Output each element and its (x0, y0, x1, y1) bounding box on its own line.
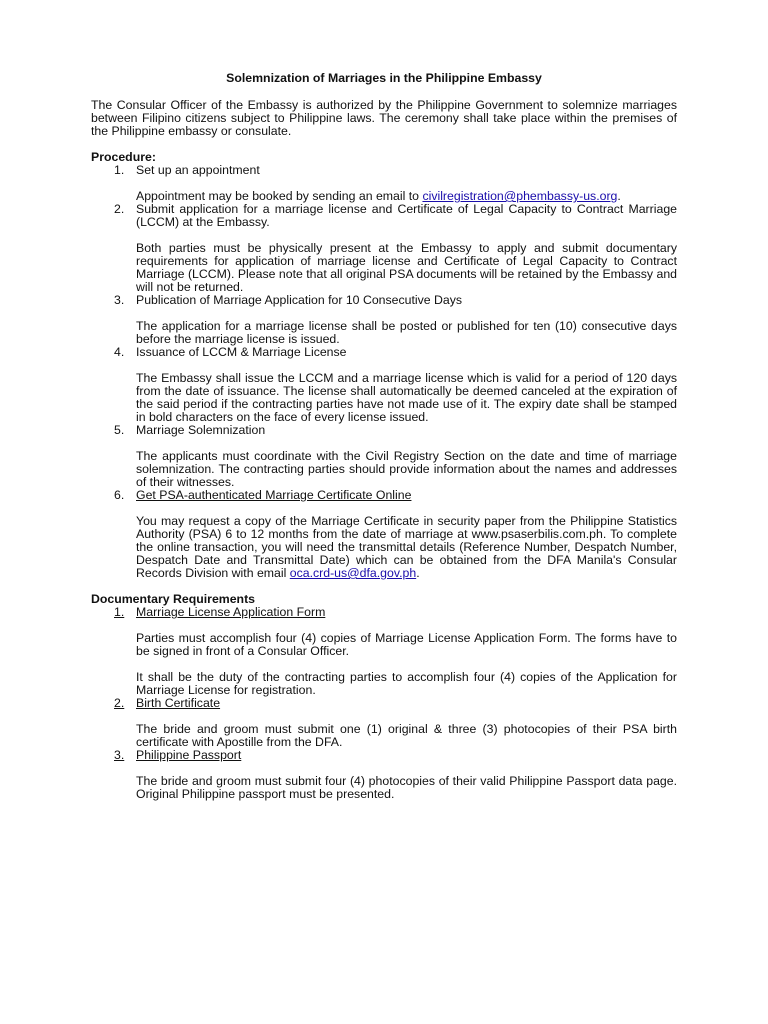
procedure-item-4 (91, 346, 677, 359)
item-title: Birth Certificate (136, 696, 221, 710)
requirement-item-2 (91, 697, 677, 710)
item-title: Marriage Solemnization (136, 423, 266, 437)
item-number: 2. (114, 696, 125, 710)
document-title: Solemnization of Marriages in the Philippine Embassy (226, 71, 542, 85)
requirement-2-body: The bride and groom must submit one (1) original & three (3) photocopies of their PSA birth certificate with Apostille from the DFA. (136, 722, 677, 749)
procedure-heading: Procedure: (91, 150, 156, 164)
email-link[interactable]: civilregistration@phembassy-us.org (422, 189, 618, 203)
item-number: 5. (114, 423, 125, 437)
item-title: Issuance of LCCM & Marriage License (136, 345, 347, 359)
item-title: Set up an appointment (136, 163, 260, 177)
item-number: 1. (114, 605, 125, 619)
item-title: Marriage License Application Form (136, 605, 326, 619)
requirement-item-3 (91, 749, 677, 762)
procedure-5-body: The applicants must coordinate with the Civil Registry Section on the date and time of marriage solemnization. The contracting parties should provide information about the names and addresses of their witnesses. (136, 449, 677, 489)
item-number: 4. (114, 345, 125, 359)
requirements-heading: Documentary Requirements (91, 592, 256, 606)
procedure-6-body (136, 515, 677, 580)
requirement-1-body: Parties must accomplish four (4) copies of Marriage License Application Form. The forms have to be signed in front of a Consular Officer. (136, 631, 677, 658)
procedure-item-3 (91, 294, 677, 307)
email-link[interactable]: oca.crd-us@dfa.gov.ph (289, 566, 417, 580)
item-title: Get PSA-authenticated Marriage Certificate Online (136, 488, 412, 502)
item-number: 3. (114, 748, 125, 762)
requirement-1-body-2: It shall be the duty of the contracting parties to accomplish four (4) copies of the Application for Marriage License for registration. (136, 670, 677, 697)
item-number: 2. (114, 202, 125, 216)
punctuation: . (416, 566, 420, 580)
requirement-3-body: The bride and groom must submit four (4) photocopies of their valid Philippine Passport data page. Original Philippine passport must be presented. (136, 774, 677, 801)
intro-paragraph: The Consular Officer of the Embassy is authorized by the Philippine Government to solemnize marriages between Filipino citizens subject to Philippine laws. The ceremony shall take place within the premises of the Philippine embassy or consulate. (91, 98, 677, 138)
punctuation: . (617, 189, 621, 203)
procedure-item-1 (91, 164, 677, 177)
item-title: Philippine Passport (136, 748, 242, 762)
procedure-3-body: The application for a marriage license shall be posted or published for ten (10) consecutive days before the marriage license is issued. (136, 319, 677, 346)
procedure-4-body: The Embassy shall issue the LCCM and a marriage license which is valid for a period of 120 days from the date of issuance. The license shall automatically be deemed canceled at the expiration of the said period if the contracting parties have not made use of it. The expiry date shall be stamped in bold characters on the face of every license issued. (136, 371, 677, 424)
item-title: Publication of Marriage Application for 10 Consecutive Days (136, 293, 463, 307)
procedure-item-6 (91, 489, 677, 502)
procedure-item-2 (91, 203, 677, 229)
requirement-item-1 (91, 606, 677, 619)
item-number: 1. (114, 163, 125, 177)
procedure-item-5 (91, 424, 677, 437)
item-title: Submit application for a marriage license and Certificate of Legal Capacity to Contract Marriage (LCCM) at the Embassy. (136, 202, 677, 229)
item-number: 6. (114, 488, 125, 502)
body-text: Appointment may be booked by sending an email to (136, 189, 420, 203)
body-text: You may request a copy of the Marriage Certificate in security paper from the Philippine Statistics Authority (PSA) 6 to 12 months from the date of marriage at www.psaserbilis.com.ph. To complete the online transaction, you will need the transmittal details (Reference Number, Despatch Number, Despatch Date and Transmittal Date) which can be obtained from the DFA Manila's Consular Records Division with email (136, 514, 677, 580)
item-number: 3. (114, 293, 125, 307)
procedure-2-body: Both parties must be physically present at the Embassy to apply and submit documentary requirements for application of marriage license and Certificate of Legal Capacity to Contract Marriage (LCCM). Please note that all original PSA documents will be retained by the Embassy and will not be returned. (136, 241, 677, 294)
